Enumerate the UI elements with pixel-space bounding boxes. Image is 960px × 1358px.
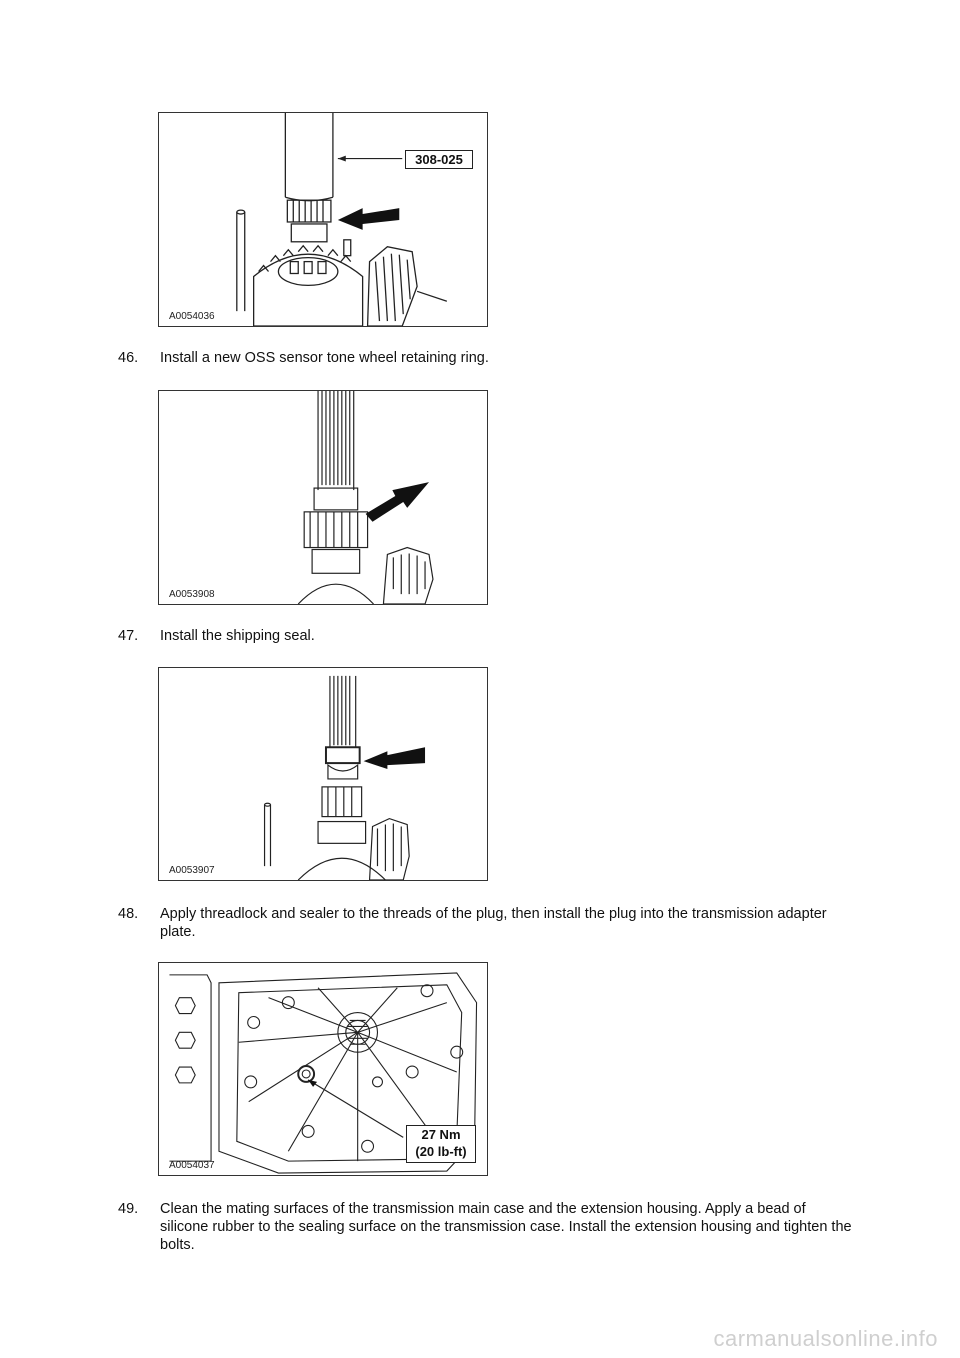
figure-id: A0053908 [169, 589, 215, 600]
step-number: 46. [118, 350, 139, 366]
torque-nm: 27 Nm [421, 1127, 461, 1142]
figure-special-tool-installation [158, 112, 488, 327]
step-46 [118, 349, 858, 367]
retaining-ring-illustration [159, 391, 487, 604]
step-number: 47. [118, 628, 139, 644]
shaft-tool-illustration [159, 113, 487, 326]
figure-id: A0054036 [169, 311, 215, 322]
step-text: Clean the mating surfaces of the transmission main case and the extension housing. Apply a bead of silicone rubber to the sealing surface on the transmission case. Install the extension housing and tighten the bolts. [160, 1201, 852, 1253]
step-47 [118, 627, 858, 645]
watermark-text: carmanualsonline.info [713, 1326, 938, 1351]
figure-id: A0054037 [169, 1160, 215, 1171]
step-49 [118, 1200, 858, 1254]
arrow-icon [366, 482, 429, 522]
step-text: Install the shipping seal. [160, 628, 315, 644]
torque-lbft: (20 lb-ft) [415, 1144, 467, 1159]
step-text: Install a new OSS sensor tone wheel retaining ring. [160, 350, 489, 366]
tool-number-callout: 308-025 [405, 150, 473, 169]
torque-callout [406, 1125, 476, 1163]
step-48 [118, 905, 858, 941]
arrow-icon [364, 747, 425, 769]
figure-id: A0053907 [169, 865, 215, 876]
step-number: 49. [118, 1201, 139, 1217]
figure-shipping-seal [158, 667, 488, 881]
arrow-icon [338, 208, 399, 230]
shipping-seal-illustration [159, 668, 487, 880]
step-number: 48. [118, 906, 139, 922]
step-text: Apply threadlock and sealer to the threads of the plug, then install the plug into the transmission adapter plate. [160, 906, 827, 940]
figure-adapter-plate-plug [158, 962, 488, 1176]
figure-retaining-ring [158, 390, 488, 605]
